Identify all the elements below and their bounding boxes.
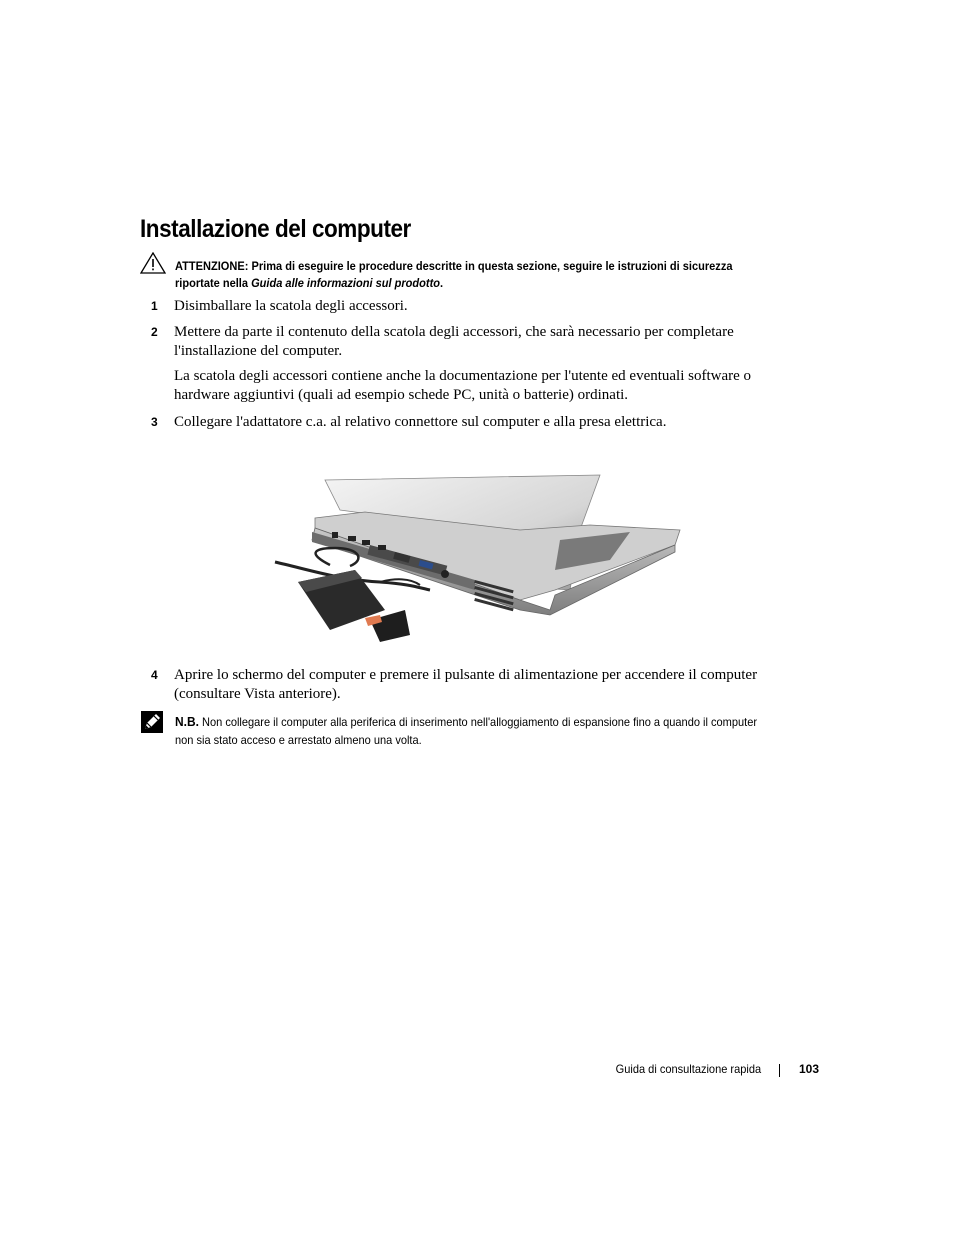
step-text: Aprire lo schermo del computer e premere il pulsante di alimentazione per accendere il computer (consultare Vista anteriore).: [174, 667, 758, 702]
product-guide-reference: Guida alle informazioni sul prodotto: [251, 276, 441, 290]
footer-guide-title: Guida di consultazione rapida: [615, 1062, 761, 1076]
step-number: 3: [151, 415, 158, 429]
step-extra-text: La scatola degli accessori contiene anche la documentazione per l'utente ed eventuali software o hardware aggiuntivi (quali ad esempio schede PC, unità o batterie) ordinati.: [174, 368, 752, 403]
page-number: 103: [799, 1062, 820, 1076]
footer-separator: [779, 1064, 780, 1077]
step-number: 2: [151, 325, 158, 339]
warning-body: Prima di eseguire le procedure descritte in questa sezione, seguire le istruzioni di sicurezza riportate nella: [175, 259, 733, 290]
warning-label: ATTENZIONE:: [175, 259, 249, 273]
step-text: Disimballare la scatola degli accessori.: [174, 298, 408, 314]
step-text: Collegare l'adattatore c.a. al relativo connettore sul computer e alla presa elettrica.: [174, 414, 667, 430]
step-number: 1: [151, 299, 158, 313]
page-title: Installazione del computer: [140, 215, 411, 243]
note-pencil-icon: [141, 711, 163, 733]
warning-text: [175, 258, 764, 292]
warning-end: .: [440, 276, 444, 290]
note-label: N.B.: [175, 714, 199, 729]
caution-triangle-icon: [140, 252, 166, 274]
page-footer: [0, 1062, 954, 1080]
laptop-adapter-illustration: [270, 470, 690, 650]
note-text: [175, 713, 764, 749]
step-text: Mettere da parte il contenuto della scatola degli accessori, che sarà necessario per completare l'installazione del computer.: [174, 324, 734, 359]
note-body: Non collegare il computer alla periferica di inserimento nell'alloggiamento di espansione fino a quando il computer non sia stato acceso e arrestato almeno una volta.: [175, 715, 758, 747]
step-number: 4: [151, 668, 158, 682]
